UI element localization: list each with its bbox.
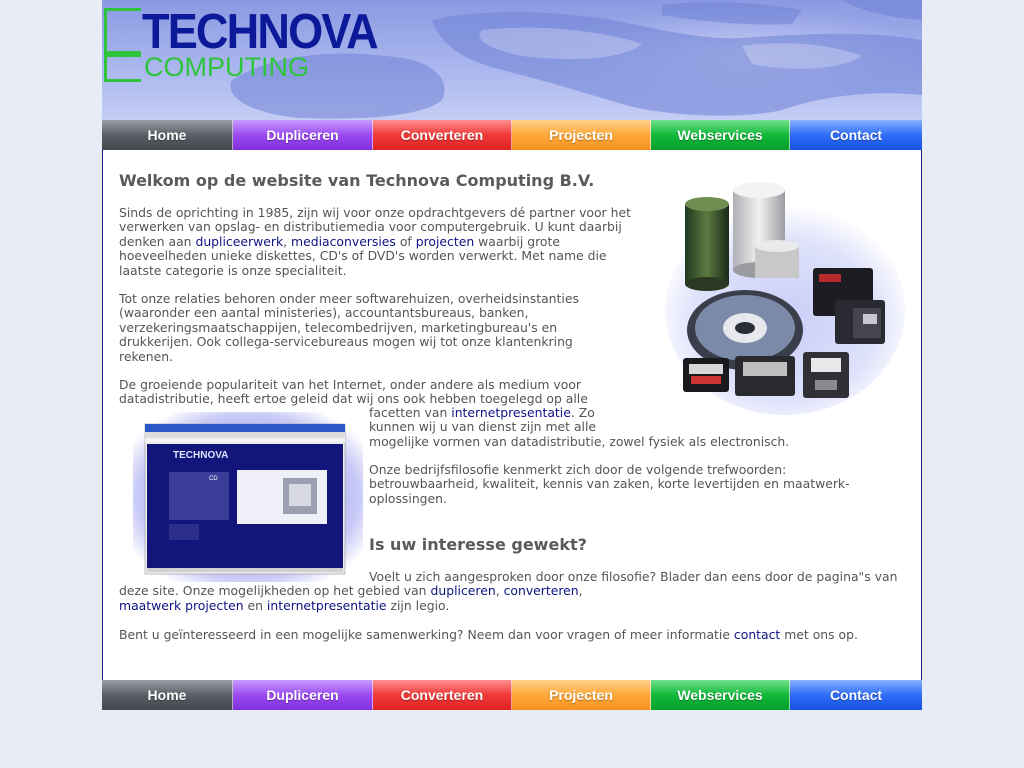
intro-paragraph: [119, 206, 639, 278]
page-title: Welkom op de website van Technova Computing B.V.: [119, 171, 595, 190]
bottom-nav-contact[interactable]: Contact: [790, 680, 922, 710]
intro-text-4: waarbij grote hoeveelheden unieke diskettes, CD's of DVD's worden verwerkt. Met name die laatste categorie is onze specialiteit.: [119, 233, 607, 278]
interest-text-4: en: [243, 597, 267, 613]
intro-text-1: Sinds de oprichting in 1985, zijn wij voor onze opdrachtgevers dé partner voor het verwerken van opslag- en distributiemedia voor computergebruik. U kunt daarbij denken aan: [119, 205, 631, 249]
philosophy-paragraph: Onze bedrijfsfilosofie kenmerkt zich door de volgende trefwoorden: betrouwbaarheid, kwaliteit, kennis van zaken, korte levertijden en maatwerk-oplossingen.: [369, 462, 850, 506]
bottom-nav-webservices[interactable]: Webservices: [651, 680, 790, 710]
interest-heading: Is uw interesse gewekt?: [369, 535, 587, 554]
storage-media-photo: [663, 180, 908, 420]
intro-text-3: of: [395, 233, 416, 249]
logo-bracket-bottom: [104, 54, 141, 82]
link-converteren[interactable]: converteren: [503, 583, 579, 599]
logo-bracket-top: [104, 8, 141, 54]
interest-text-2: ,: [495, 583, 504, 599]
internet-text-4: mogelijke vormen van datadistributie, zowel fysiek als electronisch.: [369, 433, 790, 449]
link-contact[interactable]: contact: [733, 627, 781, 642]
shot-section-text: CD: [209, 476, 218, 482]
nav-webservices[interactable]: Webservices: [651, 120, 790, 150]
internet-text-2: . Zo: [570, 405, 595, 420]
link-dupliceren[interactable]: dupliceren: [430, 583, 496, 599]
nav-contact[interactable]: Contact: [790, 120, 922, 150]
contact-text-2: met ons op.: [780, 627, 858, 642]
nav-home[interactable]: Home: [102, 120, 233, 150]
header-banner: [102, 0, 922, 120]
bottom-nav-dupliceren[interactable]: Dupliceren: [233, 680, 373, 710]
bottom-nav-converteren[interactable]: Converteren: [373, 680, 512, 710]
internet-paragraph-wrap: [369, 406, 889, 449]
page-wrapper: [102, 0, 922, 710]
contact-paragraph: [119, 628, 919, 642]
internet-text-1: facetten van: [369, 405, 452, 420]
nav-projecten[interactable]: Projecten: [512, 120, 651, 150]
link-maatwerk-projecten[interactable]: maatwerk projecten: [119, 597, 244, 613]
link-internetpresentatie-2[interactable]: internetpresentatie: [266, 597, 387, 613]
link-projecten[interactable]: projecten: [415, 233, 475, 249]
link-dupliceerwerk[interactable]: dupliceerwerk: [195, 233, 284, 249]
internet-text-3: kunnen wij u van dienst zijn met alle: [369, 419, 597, 435]
logo-computing[interactable]: COMPUTING: [144, 52, 309, 82]
link-mediaconversies[interactable]: mediaconversies: [291, 233, 396, 249]
main-content: [102, 150, 922, 680]
bottom-nav: [102, 680, 922, 710]
link-internetpresentatie[interactable]: internetpresentatie: [451, 405, 571, 420]
intro-text-2: ,: [283, 233, 292, 249]
interest-text-5: zijn legio.: [386, 597, 450, 613]
bottom-nav-home[interactable]: Home: [102, 680, 233, 710]
website-screenshot-image: [133, 412, 363, 582]
top-nav: [102, 120, 922, 150]
bottom-nav-projecten[interactable]: Projecten: [512, 680, 651, 710]
contact-text-1: Bent u geïnteresseerd in een mogelijke samenwerking? Neem dan voor vragen of meer informatie: [119, 627, 734, 642]
interest-text-1: Voelt u zich aangesproken door onze filosofie? Blader dan eens door de pagina"s van deze site. Onze mogelijkheden op het gebied van: [119, 569, 898, 599]
interest-text-3: ,: [578, 583, 583, 599]
nav-dupliceren[interactable]: Dupliceren: [233, 120, 373, 150]
shot-logo-text: TECHNOVA: [173, 450, 229, 461]
nav-converteren[interactable]: Converteren: [373, 120, 512, 150]
logo-technova[interactable]: TECHNOVA: [142, 5, 377, 59]
interest-paragraph: [119, 570, 901, 613]
internet-paragraph-top: De groeiende populariteit van het Internet, onder andere als medium voor datadistributie, heeft ertoe geleid dat wij ons ook hebben toegelegd op alle: [119, 377, 588, 407]
relations-paragraph: Tot onze relaties behoren onder meer softwarehuizen, overheidsinstanties (waaronder een aantal ministeries), accountantsbureaus, banken, verzekeringsmaatschappijen, telecombedrijven, marketingbureau's en drukkerijen. Ook collega-servicebureaus mogen wij tot onze klantenkring rekenen.: [119, 291, 579, 364]
